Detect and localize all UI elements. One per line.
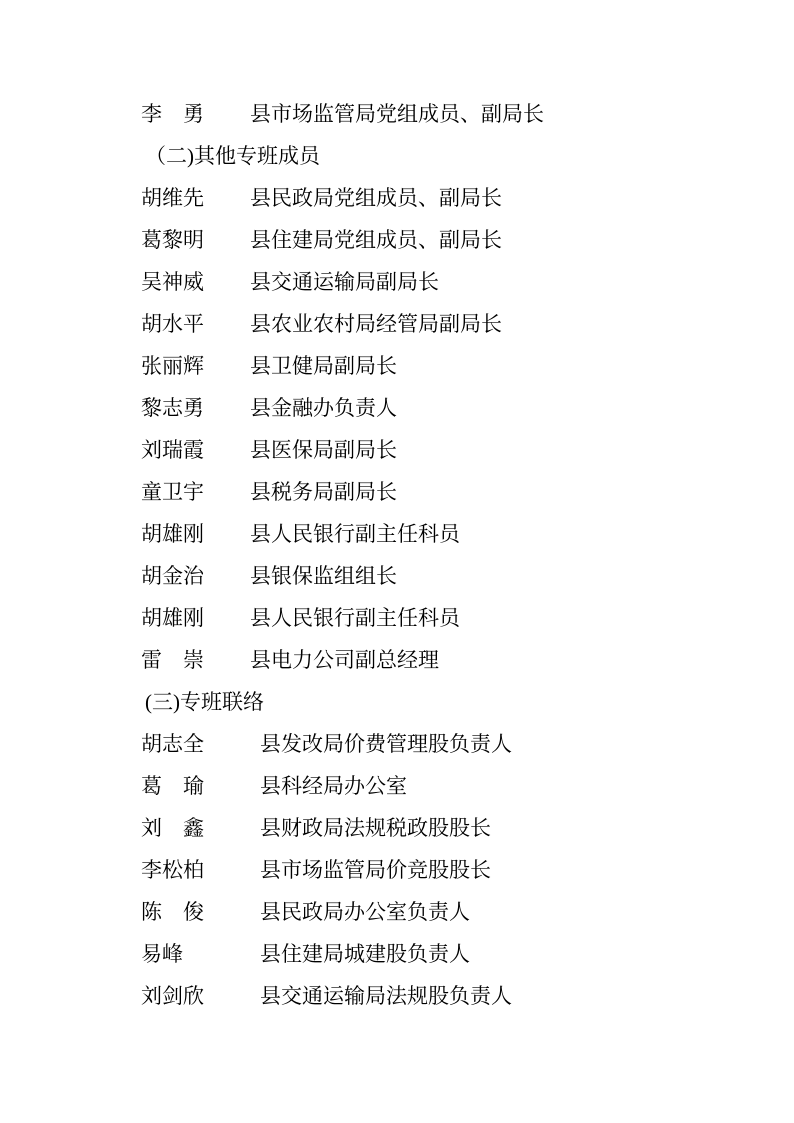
person-title: 县市场监管局价竞股股长: [260, 857, 491, 882]
person-title: 县民政局办公室负责人: [260, 899, 470, 924]
person-title: 县发改局价费管理股负责人: [260, 731, 512, 756]
person-name: 雷 崇: [141, 647, 204, 672]
roster-row: [141, 261, 764, 303]
person-name: 葛 瑜: [141, 773, 204, 798]
roster-row: [141, 303, 764, 345]
person-name: 刘 鑫: [141, 815, 204, 840]
person-title: 县民政局党组成员、副局长: [250, 185, 502, 210]
roster-row: [141, 387, 764, 429]
roster-row: [141, 345, 764, 387]
roster-row: [141, 765, 764, 807]
person-title: 县医保局副局长: [250, 437, 397, 462]
person-name: 葛黎明: [141, 227, 204, 252]
person-name: 胡金治: [141, 563, 204, 588]
person-name: 胡维先: [141, 185, 204, 210]
roster-row: [141, 723, 764, 765]
person-name: 胡志全: [141, 731, 204, 756]
person-name: 李松柏: [141, 857, 204, 882]
person-title: 县住建局城建股负责人: [260, 941, 470, 966]
roster-row: [141, 429, 764, 471]
roster-row: [141, 891, 764, 933]
section-header-text: （二)其他专班成员: [145, 143, 320, 168]
person-title: 县科经局办公室: [260, 773, 407, 798]
person-name: 童卫宇: [141, 479, 204, 504]
person-title: 县交通运输局法规股负责人: [260, 983, 512, 1008]
person-name: 陈 俊: [141, 899, 204, 924]
roster-row: [141, 639, 764, 681]
person-title: 县财政局法规税政股股长: [260, 815, 491, 840]
roster-row: [141, 177, 764, 219]
person-name: 胡水平: [141, 311, 204, 336]
person-name: 刘瑞霞: [141, 437, 204, 462]
person-title: 县电力公司副总经理: [250, 647, 439, 672]
person-name: 易峰: [141, 941, 183, 966]
person-name: 黎志勇: [141, 395, 204, 420]
person-title: 县人民银行副主任科员: [250, 521, 460, 546]
roster-row: [141, 555, 764, 597]
person-title: 县金融办负责人: [250, 395, 397, 420]
person-name: 张丽辉: [141, 353, 204, 378]
roster-row: [141, 849, 764, 891]
roster-row: [141, 597, 764, 639]
person-name: 吴神威: [141, 269, 204, 294]
person-name: 李 勇: [141, 101, 204, 126]
roster-row: [141, 975, 764, 1017]
person-title: 县税务局副局长: [250, 479, 397, 504]
roster-row: [141, 807, 764, 849]
person-name: 胡雄刚: [141, 605, 204, 630]
roster-row: [141, 471, 764, 513]
person-title: 县银保监组组长: [250, 563, 397, 588]
person-name: 刘剑欣: [141, 983, 204, 1008]
roster-row: [141, 93, 764, 135]
section-header-3: [141, 681, 764, 723]
person-title: 县市场监管局党组成员、副局长: [250, 101, 544, 126]
roster-row: [141, 513, 764, 555]
person-title: 县交通运输局副局长: [250, 269, 439, 294]
roster-row: [141, 219, 764, 261]
person-title: 县卫健局副局长: [250, 353, 397, 378]
person-title: 县农业农村局经管局副局长: [250, 311, 502, 336]
section-header-2: [141, 135, 764, 177]
roster-list: [141, 93, 764, 1017]
roster-row: [141, 933, 764, 975]
person-title: 县人民银行副主任科员: [250, 605, 460, 630]
person-name: 胡雄刚: [141, 521, 204, 546]
section-header-text: (三)专班联络: [145, 689, 264, 714]
person-title: 县住建局党组成员、副局长: [250, 227, 502, 252]
